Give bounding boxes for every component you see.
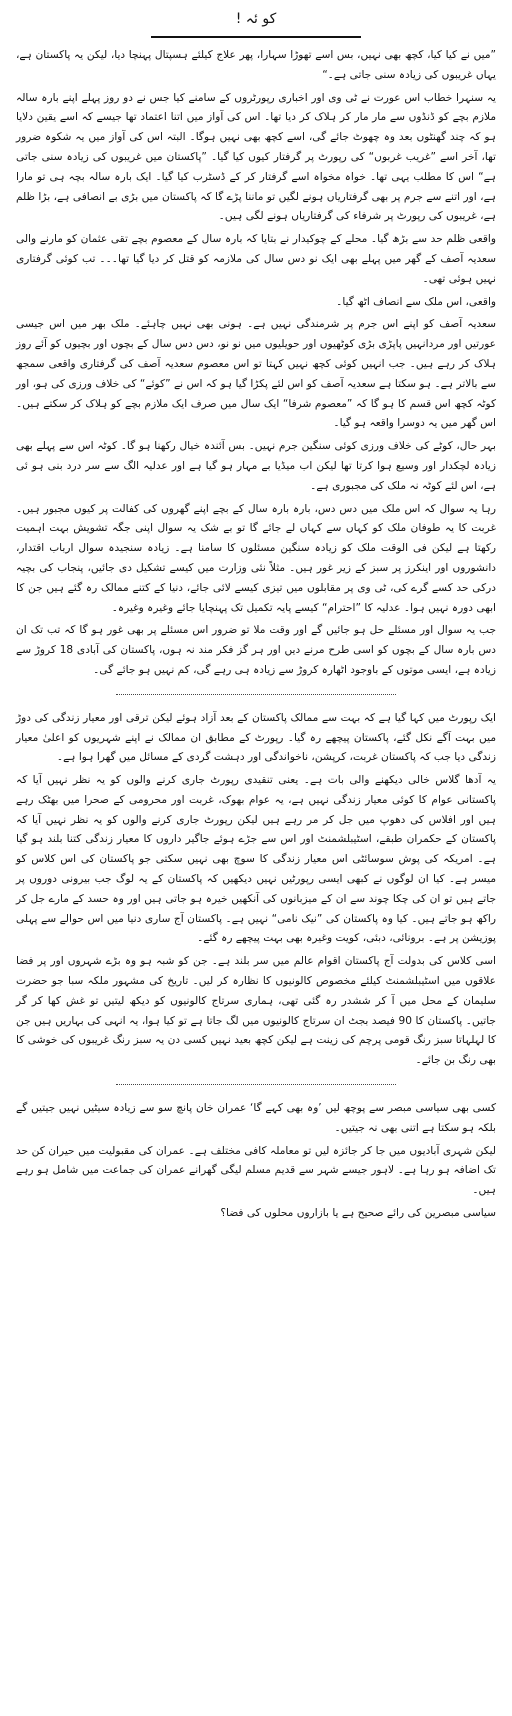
article-title: کو ئہ ! xyxy=(235,11,277,27)
section-3 xyxy=(16,1099,496,1224)
paragraph: یہ سنہرا خطاب اس عورت نے ٹی وی اور اخباری رپورٹروں کے سامنے کیا جس نے دو روز پہلے اپنے بارہ سالہ ملازم بچے کو ڈنڈوں سے مار مار کر ہلاک کر دیا تھا۔ اس کی آواز میں اتنا اعتماد تھا جیسے کہ اسے یقین دلایا ہو کہ چند گھنٹوں بعد وہ چھوٹ جائے گی، اسے کچھ بھی نہیں ہوگا۔ البتہ اس کی آواز میں یہ شکوہ ضرور تھا، آخر اسے ”غریب غربوں“ کی رپورٹ پر گرفتار کیوں کیا گیا۔ ”پاکستان میں غریبوں کی زیادہ سنی جاتی ہے“ اس کا مطلب یہی تھا۔ خواہ مخواہ اسے گرفتار کر کے ڈسٹرب کیا گیا۔ ایک بارہ سالہ بچہ ہی تو مارا ہے، اور اتنے سے جرم پر بھی گرفتاریاں ہونے لگیں تو ماننا پڑے گا کہ پاکستان میں بڑی بے انصافی ہے، بڑا ظلم ہے، غریبوں کی رپورٹ پر شرفاء کی گرفتاریاں ہونے لگی ہیں۔ xyxy=(16,91,496,223)
paragraph: واقعی، اس ملک سے انصاف اٹھ گیا۔ xyxy=(336,295,496,308)
section-2 xyxy=(16,709,496,1071)
section-1 xyxy=(16,46,496,681)
paragraph: کسی بھی سیاسی مبصر سے پوچھ لیں ’وہ بھی کہے گا‘ عمران خان پانچ سو سے زیادہ سیٹیں نہیں جیتیں گے بلکہ ہو سکتا ہے اتنی بھی نہ جیتیں۔ xyxy=(16,1102,496,1134)
paragraph: بہر حال، کوٹے کی خلاف ورزی کوئی سنگین جرم نہیں۔ بس آئندہ خیال رکھنا ہو گا۔ کوٹہ اس سے پہلے بھی زیادہ لچکدار اور وسیع ہوا کرتا تھا لیکن اب میڈیا بے مہار ہو گیا ہے اور عدلیہ الگ سے سر درد بنی ہو ئی ہے، اس لئے کوٹہ نہ ملک کی مجبوری ہے۔ xyxy=(16,440,496,492)
paragraph: لیکن شہری آبادیوں میں جا کر جائزہ لیں تو معاملہ کافی مختلف ہے۔ عمران کی مقبولیت میں حیران کن حد تک اضافہ ہو رہا ہے۔ لاہور جیسے شہر سے قدیم مسلم لیگی گھرانے عمران کی جماعت میں شامل ہو رہے ہیں۔ xyxy=(16,1144,496,1197)
section-divider xyxy=(16,694,496,695)
paragraph: سیاسی مبصرین کی رائے صحیح ہے یا بازاروں محلوں کی فضا؟ xyxy=(220,1207,496,1220)
paragraph: واقعی ظلم حد سے بڑھ گیا۔ محلے کے چوکیدار نے بتایا کہ بارہ سال کے معصوم بچے تقی عثمان کو مارنے والی سعدیہ آصف کے گھر میں پہلے بھی ایک نو دس سال کی ملازمہ کو قتل کر دیا گیا تھا۔۔۔ تب کوئی گرفتاری نہیں ہوئی تھی۔ xyxy=(16,233,496,285)
paragraph: سعدیہ آصف کو اپنے اس جرم پر شرمندگی نہیں ہے۔ ہونی بھی نہیں چاہئے۔ ملک بھر میں اس جیسی عورتیں اور مردانہیں پاپڑی بڑی کوٹھیوں اور حویلیوں میں نو نو، دس دس سال کے بچوں اور بچیوں کو آئے روز ہلاک کر رہے ہیں۔ جب انہیں کوئی کچھ نہیں کہتا تو اس معصوم سعدیہ آصف کی گرفتاری واقعی سمجھ سے بالاتر ہے۔ ہو سکتا ہے سعدیہ آصف کو اس لئے پکڑا گیا ہو کہ اس نے ”کوئے“ کی خلاف ورزی کی ہو، اور کوٹہ کچھ اس قسم کا ہو گا کہ ”معصوم شرفا“ ایک سال میں صرف ایک ملازم بچے کو ہلاک کر سکتے ہیں۔ اس گھر میں یہ دوسرا واقعہ ہو گیا۔ xyxy=(16,318,496,430)
paragraph: جب یہ سوال اور مسئلے حل ہو جائیں گے اور وقت ملا تو ضرور اس مسئلے پر بھی غور ہو گا کہ تب تک ان دس بارہ سال کے بچوں کو اسی طرح مرنے دیں اور ہر گز فکر مند نہ ہوں، پاکستان کی آبادی 18 کروڑ سے زیادہ ہے، ایسی موتوں کے باوجود اٹھارہ کروڑ سے زیادہ ہی رہے گی، کم نہیں ہو جائے گی۔ xyxy=(16,624,496,676)
paragraph: اسی کلاس کی بدولت آج پاکستان اقوام عالم میں سر بلند ہے۔ جن کو شبہ ہو وہ بڑے شہروں اور پر فضا علاقوں میں اسٹیبلشمنٹ کیلئے مخصوص کالونیوں کا نظارہ کر لیں۔ تاریخ کی مشہور ملکہ سبا جو حضرت سلیمان کے محل میں آ کر ششدر رہ گئی تھی، ہماری سرتاج کالونیوں کو دیکھ لیتیں تو غش کھا کر گر جاتیں۔ پاکستان کا 90 فیصد بجٹ ان سرتاج کالونیوں میں لگ جاتا ہے تو کیا ہوا، یہ انہی کی بہاریں ہیں جن کا لہلہاتا سبز رنگ قومی پرچم کی زینت ہے لیکن کچھ بعید نہیں کسی دن یہ سبز رنگ غریبوں کی خوشی کا بھی رنگ بن جائے۔ xyxy=(16,955,496,1067)
paragraph: ”میں نے کیا کیا، کچھ بھی نہیں، بس اسے تھوڑا سہارا، پھر علاج کیلئے ہسپتال پہنچا دیا، لیکن یہ پاکستان ہے، یہاں غریبوں کی زیادہ سنی جاتی ہے۔“ xyxy=(16,49,496,81)
title-underline xyxy=(151,36,361,38)
paragraph: یہ آدھا گلاس خالی دیکھنے والی بات ہے۔ یعنی تنقیدی رپورٹ جاری کرنے والوں کو یہ نظر نہیں آیا کہ پاکستانی عوام کا کوئی معیار زندگی نہیں ہے، یہ عوام بھوک، غربت اور محرومی کے صحرا میں بھٹک رہے ہیں اور افلاس کی دھوپ میں جل کر مر رہے ہیں لیکن رپورٹ جاری کرنے والوں کو یہ نظر نہیں آیا کہ پاکستان کے حکمران طبقے، اسٹیبلشمنٹ اور اس سے جڑے ہوئے جاگیر داروں کا معیار زندگی کتنا بلند ہو گیا ہے۔ امریکہ کی پوش سوسائٹی اس معیار زندگی کا سوچ بھی نہیں سکتی جو پاکستان کی اس کلاس کو میسر ہے۔ کیا ان لوگوں نے کبھی ایسی رپورٹیں نہیں دیکھیں کہ پاکستان کے یہ لوگ جب بیرونی دوروں پر جاتے ہیں تو ان کی چکا چوند سے ان کے میزبانوں کی آنکھیں خیرہ ہو جاتی ہیں اور وہ حسد کے مارے جل کر راکھ ہو جاتے ہیں۔ کیا وہ پاکستان کی ”نیک نامی“ نہیں ہے۔ پاکستان آج ساری دنیا میں اس حوالے سے پہلی پوزیشن پر ہے۔ برونائی، دبئی، کویت وغیرہ بھی بہت پیچھے رہ گئے۔ xyxy=(16,774,496,945)
paragraph: ایک رپورٹ میں کہا گیا ہے کہ بہت سے ممالک پاکستان کے بعد آزاد ہوئے لیکن ترقی اور معیار زندگی کی دوڑ میں بہت آگے نکل گئے، پاکستان پیچھے رہ گیا۔ رپورٹ کے مطابق ان ممالک نے اپنے شہریوں کو اعلیٰ معیار زندگی دیا جب کہ پاکستان غربت، کرپشن، ناخواندگی اور دہشت گردی کے مسائل میں گھرا ہوا ہے۔ xyxy=(16,711,496,764)
section-divider xyxy=(16,1084,496,1085)
paragraph: رہا یہ سوال کہ اس ملک میں دس دس، بارہ بارہ سال کے بچے اپنے گھروں کی کفالت پر کیوں مجبور ہیں۔ غربت کا یہ طوفان ملک کو کہاں سے کہاں لے جائے گا تو بے شک یہ سوال اپنی جگہ تشویش بہت اہمیت رکھتا ہے لیکن فی الوقت ملک کو زیادہ سنگین مسئلوں کا سامنا ہے۔ زیادہ سنجیدہ سوال ارباب اقتدار، دانشوروں اور اینکرز پر سبز کے زیر غور ہیں۔ مثلاً نئی وزارت میں کیسے تشکیل دی جائیں، پنجاب کی بچیہ درکی حد کسے گرے کی، ٹی وی پر مقابلوں میں تیزی کیسے لائی جائے، دنیا کے کتنے ممالک رہ گئے ہیں جن کا ابھی دورہ نہیں ہوا۔ عدلیہ کا ”احترام“ کیسے پایہ تکمیل تک پہنچایا جائے وغیرہ وغیرہ۔ xyxy=(16,502,496,614)
